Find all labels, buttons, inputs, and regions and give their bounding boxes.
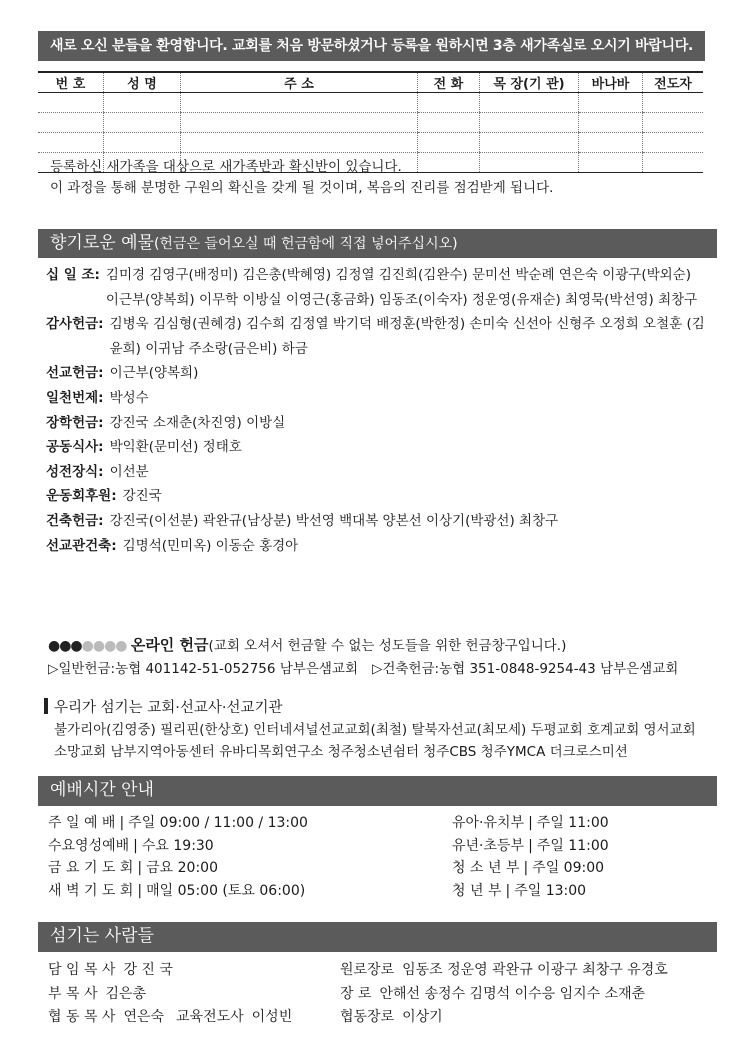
service-name: 청 소 년 부 xyxy=(452,860,520,876)
offering-names: 박익환(문미선) 정태호 xyxy=(109,439,242,456)
separator: | xyxy=(119,815,125,831)
staff-row xyxy=(340,1006,668,1030)
service-row xyxy=(48,835,308,858)
service-time: 매일 05:00 (토요 06:00) xyxy=(146,882,306,899)
registration-note-line: 등록하신 새가족을 대상으로 새가족반과 확신반이 있습니다. xyxy=(50,159,402,175)
staff-row xyxy=(340,959,668,983)
offering-row xyxy=(46,361,706,386)
offering-row xyxy=(46,484,706,509)
offering-row xyxy=(46,386,706,411)
offering-label: 일천번제: xyxy=(46,389,104,406)
offering-names: 김명석(민미옥) 이동순 홍경아 xyxy=(122,537,299,554)
supported-ministries-title: 우리가 섬기는 교회·선교사·선교기관 xyxy=(54,700,283,716)
col-barnabas: 바나바 xyxy=(579,72,643,93)
service-time: 주일 13:00 xyxy=(514,882,587,899)
service-name: 주 일 예 배 xyxy=(48,815,116,831)
staff-role: 장 로 xyxy=(340,985,372,1002)
staff-role: 교육전도사 xyxy=(176,1009,244,1025)
service-name: 금 요 기 도 회 xyxy=(48,860,134,876)
service-times-header-bar xyxy=(38,776,717,806)
staff-row xyxy=(48,1006,292,1030)
offering-label: 선교헌금: xyxy=(46,365,104,382)
registration-note-line: 이 과정을 통해 분명한 구원의 확신을 갖게 될 것이며, 복음의 진리를 점검받게 됩니다. xyxy=(50,180,554,196)
staff-names: 이상기 xyxy=(402,1009,443,1025)
offering-label: 운동회후원: xyxy=(46,488,117,505)
offering-names: 강진국 xyxy=(122,488,162,505)
online-offering-title: 온라인 헌금 xyxy=(130,636,209,654)
service-times-title: 예배시간 안내 xyxy=(50,780,154,800)
service-time: 주일 11:00 xyxy=(536,815,609,831)
separator: | xyxy=(528,837,533,854)
supported-ministries xyxy=(44,697,704,763)
service-row xyxy=(452,857,609,880)
staff-names: 강 진 국 xyxy=(123,962,173,978)
service-time: 수요 19:30 xyxy=(141,837,214,854)
staff-elders xyxy=(340,959,668,1030)
service-name: 유아·유치부 xyxy=(452,815,525,831)
staff-role: 협동장로 xyxy=(340,1009,395,1025)
offering-label: 성전장식: xyxy=(46,463,104,480)
registration-header-row xyxy=(38,72,703,93)
service-time: 주일 09:00 xyxy=(532,860,605,876)
staff-role: 담 임 목 사 xyxy=(48,962,116,978)
staff-role: 협 동 목 사 xyxy=(48,1009,116,1025)
section-marker-icon xyxy=(44,698,48,714)
offering-label: 건축헌금: xyxy=(46,512,104,529)
staff-names: 이성빈 xyxy=(251,1009,293,1025)
offering-row xyxy=(46,460,706,485)
separator: | xyxy=(505,882,511,899)
offering-names: 이근부(양복희) xyxy=(109,365,199,382)
offering-row xyxy=(46,509,706,534)
offering-row xyxy=(46,312,706,361)
registration-row[interactable] xyxy=(38,133,703,153)
col-cell-group: 목 장(기 관) xyxy=(480,72,579,93)
offering-label: 장학헌금: xyxy=(46,414,104,431)
staff-role: 원로장로 xyxy=(340,962,395,978)
welcome-notice-bar xyxy=(38,31,705,61)
registration-note xyxy=(50,157,553,199)
staff-row xyxy=(48,983,292,1007)
service-time: 금요 20:00 xyxy=(146,860,218,876)
general-offering-account: ▷일반헌금:농협 401142-51-052756 남부은샘교회 xyxy=(48,661,358,677)
offering-subtitle: (헌금은 들어오실 때 헌금함에 직접 넣어주십시오) xyxy=(153,236,458,252)
progress-dots-icon: ●●●●●●● xyxy=(48,638,127,654)
separator: | xyxy=(523,860,529,876)
service-times-right xyxy=(452,812,609,902)
online-offering-heading xyxy=(48,634,692,658)
service-name: 수요영성예배 xyxy=(48,837,130,854)
service-name: 청 년 부 xyxy=(452,882,502,899)
offering-title: 향기로운 예물 xyxy=(50,233,154,253)
staff-header-bar xyxy=(38,922,717,952)
separator: | xyxy=(133,837,138,854)
service-time: 주일 11:00 xyxy=(536,837,609,854)
bank-accounts xyxy=(48,658,692,681)
separator: | xyxy=(137,860,143,876)
offering-label: 십 일 조: xyxy=(46,267,100,283)
online-offering-subtitle: (교회 오셔서 헌금할 수 없는 성도들을 위한 헌금창구입니다.) xyxy=(208,638,567,654)
registration-row[interactable] xyxy=(38,113,703,133)
offering-label: 감사헌금: xyxy=(46,316,104,333)
staff-names: 김은총 xyxy=(105,985,147,1002)
col-evangelist: 전도자 xyxy=(643,72,704,93)
staff-role: 부 목 사 xyxy=(48,985,98,1002)
offering-label: 공동식사: xyxy=(46,439,104,456)
staff-row xyxy=(48,959,292,983)
separator: | xyxy=(137,882,143,899)
service-row xyxy=(452,835,609,858)
service-row xyxy=(48,812,308,835)
service-row xyxy=(452,812,609,835)
offering-row xyxy=(46,411,706,436)
service-row xyxy=(48,880,308,903)
service-row xyxy=(48,857,308,880)
offering-names: 김병욱 김심형(권혜경) 김수희 김정열 박기덕 배정훈(박한정) 손미숙 신선아 신형주 오정희 오철훈 (김윤희) 이귀남 주소랑(금은비) 하금 xyxy=(109,316,705,357)
offering-names: 강진국 소재춘(차진영) 이방실 xyxy=(109,414,286,431)
offering-names: 김미경 김영구(배정미) 김은총(박혜영) 김정열 김진희(김완수) 문미선 박순례 연은숙 이광구(박외순) 이근부(양복희) 이무학 이방실 이영근(홍금화) 임동조(이숙자) 정운영(유재순) 최영묵(박선영) 최창구 xyxy=(105,267,698,308)
offering-row xyxy=(46,435,706,460)
building-offering-account: ▷건축헌금:농협 351-0848-9254-43 남부은샘교회 xyxy=(372,661,679,677)
staff-title: 섬기는 사람들 xyxy=(50,926,154,946)
separator: | xyxy=(528,815,533,831)
offering-label: 선교관건축: xyxy=(46,537,117,554)
col-phone: 전 화 xyxy=(418,72,480,93)
offering-row xyxy=(46,534,706,559)
service-name: 유년·초등부 xyxy=(452,837,525,854)
welcome-notice-text: 새로 오신 분들을 환영합니다. 교회를 처음 방문하셨거나 등록을 원하시면 3층 새가족실로 오시기 바랍니다. xyxy=(50,38,693,54)
service-time: 주일 09:00 / 11:00 / 13:00 xyxy=(128,815,308,831)
service-row xyxy=(452,880,609,903)
offering-names: 강진국(이선분) 곽완규(남상분) 박선영 백대복 양본선 이상기(박광선) 최창구 xyxy=(109,512,559,529)
online-offering xyxy=(48,634,692,681)
service-name: 새 벽 기 도 회 xyxy=(48,882,134,899)
staff-names: 안해선 송정수 김명석 이수응 임지수 소재춘 xyxy=(379,985,646,1002)
staff-names: 연은숙 xyxy=(123,1009,165,1025)
offering-header-bar xyxy=(38,229,717,258)
staff-names: 임동조 정운영 곽완규 이광구 최창구 유경호 xyxy=(402,962,668,978)
supported-ministries-heading xyxy=(44,697,704,719)
registration-row[interactable] xyxy=(38,93,703,113)
offering-names: 박성수 xyxy=(109,389,149,406)
staff-pastors xyxy=(48,959,292,1030)
col-number: 번 호 xyxy=(38,72,104,93)
col-address: 주 소 xyxy=(181,72,418,93)
offering-list xyxy=(46,263,706,558)
col-name: 성 명 xyxy=(104,72,181,93)
staff-row xyxy=(340,983,668,1007)
offering-row xyxy=(46,263,706,312)
service-times-left xyxy=(48,812,308,902)
offering-names: 이선분 xyxy=(109,463,149,480)
supported-ministries-list: 불가리아(김영중) 필리핀(한상호) 인터네셔널선교교회(최철) 탈북자선교(최모세) 두평교회 호계교회 영서교회 소망교회 남부지역아동센터 유바디목회연구소 청주청소년쉼터 청주CBS 청주YMCA 더크로스미션 xyxy=(54,722,696,760)
